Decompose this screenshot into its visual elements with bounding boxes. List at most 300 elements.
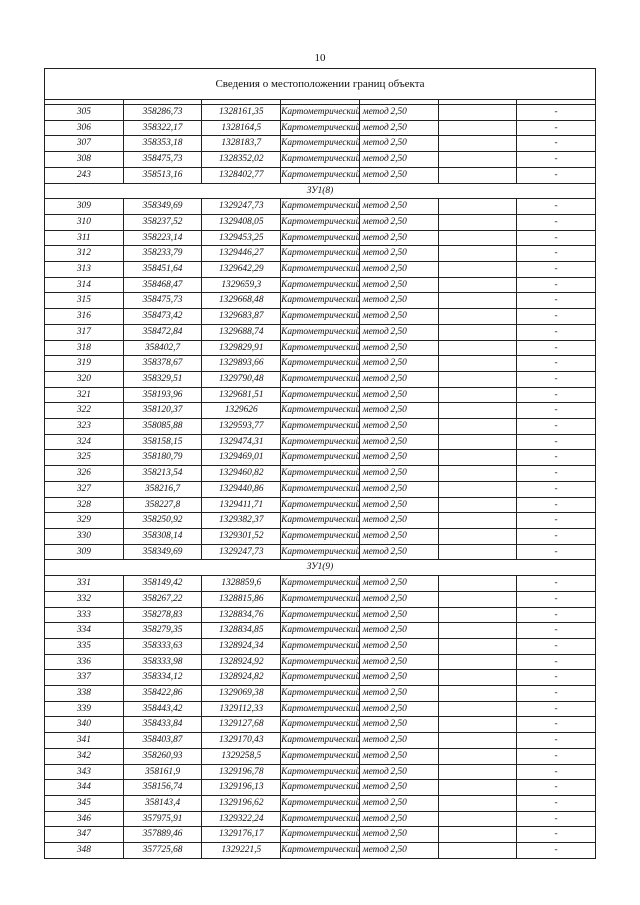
coordinate-x-cell: 358472,84 xyxy=(123,324,202,340)
table-row xyxy=(45,686,596,702)
point-number-cell: 324 xyxy=(45,434,124,450)
section-label: ЗУ1(8) xyxy=(45,183,596,199)
coordinate-y-cell: 1329408,05 xyxy=(202,214,281,230)
empty-cell xyxy=(438,324,517,340)
coordinate-x-cell: 358085,88 xyxy=(123,419,202,435)
method-cell: Картометрический метод xyxy=(281,497,360,513)
method-cell: Картометрический метод xyxy=(281,780,360,796)
point-number-cell: 328 xyxy=(45,497,124,513)
accuracy-cell: 2,50 xyxy=(359,262,438,278)
accuracy-cell: 2,50 xyxy=(359,513,438,529)
empty-cell xyxy=(438,528,517,544)
coordinate-y-cell: 1329301,52 xyxy=(202,528,281,544)
empty-cell xyxy=(438,136,517,152)
table-row xyxy=(45,167,596,183)
description-cell: - xyxy=(517,246,596,262)
method-cell: Картометрический метод xyxy=(281,481,360,497)
table-row xyxy=(45,780,596,796)
description-cell: - xyxy=(517,199,596,215)
empty-cell xyxy=(438,827,517,843)
empty-cell xyxy=(438,403,517,419)
description-cell: - xyxy=(517,152,596,168)
method-cell: Картометрический метод xyxy=(281,293,360,309)
point-number-cell: 309 xyxy=(45,199,124,215)
table-body xyxy=(45,69,596,859)
section-header-row xyxy=(45,183,596,199)
coordinate-y-cell: 1328834,85 xyxy=(202,623,281,639)
method-cell: Картометрический метод xyxy=(281,419,360,435)
method-cell: Картометрический метод xyxy=(281,717,360,733)
table-row xyxy=(45,481,596,497)
description-cell: - xyxy=(517,371,596,387)
coordinate-y-cell: 1328815,86 xyxy=(202,591,281,607)
method-cell: Картометрический метод xyxy=(281,230,360,246)
coordinate-y-cell: 1329112,33 xyxy=(202,701,281,717)
point-number-cell: 320 xyxy=(45,371,124,387)
empty-cell xyxy=(438,230,517,246)
table-row xyxy=(45,434,596,450)
description-cell: - xyxy=(517,670,596,686)
point-number-cell: 314 xyxy=(45,277,124,293)
method-cell: Картометрический метод xyxy=(281,654,360,670)
method-cell: Картометрический метод xyxy=(281,450,360,466)
accuracy-cell: 2,50 xyxy=(359,811,438,827)
accuracy-cell: 2,50 xyxy=(359,623,438,639)
accuracy-cell: 2,50 xyxy=(359,387,438,403)
description-cell: - xyxy=(517,795,596,811)
empty-cell xyxy=(438,811,517,827)
accuracy-cell: 2,50 xyxy=(359,607,438,623)
coordinate-y-cell: 1329659,3 xyxy=(202,277,281,293)
empty-cell xyxy=(438,199,517,215)
coordinate-x-cell: 358334,12 xyxy=(123,670,202,686)
empty-cell xyxy=(438,466,517,482)
coordinate-y-cell: 1329668,48 xyxy=(202,293,281,309)
coordinate-y-cell: 1328352,02 xyxy=(202,152,281,168)
method-cell: Картометрический метод xyxy=(281,686,360,702)
point-number-cell: 308 xyxy=(45,152,124,168)
coordinate-x-cell: 358443,42 xyxy=(123,701,202,717)
table-row xyxy=(45,214,596,230)
point-number-cell: 334 xyxy=(45,623,124,639)
coordinate-x-cell: 358329,51 xyxy=(123,371,202,387)
table-row xyxy=(45,623,596,639)
table-row xyxy=(45,827,596,843)
description-cell: - xyxy=(517,811,596,827)
coordinate-y-cell: 1329683,87 xyxy=(202,309,281,325)
coordinate-y-cell: 1328834,76 xyxy=(202,607,281,623)
description-cell: - xyxy=(517,419,596,435)
coordinate-y-cell: 1328924,82 xyxy=(202,670,281,686)
empty-cell xyxy=(438,262,517,278)
boundary-table-container xyxy=(44,68,596,859)
accuracy-cell: 2,50 xyxy=(359,576,438,592)
coordinate-y-cell: 1329382,37 xyxy=(202,513,281,529)
accuracy-cell: 2,50 xyxy=(359,246,438,262)
coordinate-y-cell: 1329453,25 xyxy=(202,230,281,246)
point-number-cell: 347 xyxy=(45,827,124,843)
table-row xyxy=(45,733,596,749)
coordinate-x-cell: 358422,86 xyxy=(123,686,202,702)
coordinate-x-cell: 358161,9 xyxy=(123,764,202,780)
coordinate-y-cell: 1329247,73 xyxy=(202,544,281,560)
accuracy-cell: 2,50 xyxy=(359,199,438,215)
accuracy-cell: 2,50 xyxy=(359,167,438,183)
method-cell: Картометрический метод xyxy=(281,309,360,325)
table-title: Сведения о местоположении границ объекта xyxy=(45,69,596,100)
point-number-cell: 340 xyxy=(45,717,124,733)
empty-cell xyxy=(438,717,517,733)
coordinate-x-cell: 358279,35 xyxy=(123,623,202,639)
description-cell: - xyxy=(517,497,596,513)
table-row xyxy=(45,528,596,544)
method-cell: Картометрический метод xyxy=(281,733,360,749)
description-cell: - xyxy=(517,528,596,544)
description-cell: - xyxy=(517,780,596,796)
accuracy-cell: 2,50 xyxy=(359,419,438,435)
empty-cell xyxy=(438,481,517,497)
coordinate-y-cell: 1329593,77 xyxy=(202,419,281,435)
method-cell: Картометрический метод xyxy=(281,466,360,482)
coordinate-x-cell: 358322,17 xyxy=(123,120,202,136)
coordinate-x-cell: 357889,46 xyxy=(123,827,202,843)
coordinate-y-cell: 1329196,62 xyxy=(202,795,281,811)
table-row xyxy=(45,811,596,827)
point-number-cell: 338 xyxy=(45,686,124,702)
empty-cell xyxy=(438,309,517,325)
description-cell: - xyxy=(517,686,596,702)
empty-cell xyxy=(438,277,517,293)
method-cell: Картометрический метод xyxy=(281,827,360,843)
method-cell: Картометрический метод xyxy=(281,843,360,859)
coordinate-x-cell: 358156,74 xyxy=(123,780,202,796)
point-number-cell: 326 xyxy=(45,466,124,482)
description-cell: - xyxy=(517,277,596,293)
point-number-cell: 341 xyxy=(45,733,124,749)
method-cell: Картометрический метод xyxy=(281,403,360,419)
description-cell: - xyxy=(517,843,596,859)
method-cell: Картометрический метод xyxy=(281,120,360,136)
table-row xyxy=(45,450,596,466)
empty-cell xyxy=(438,780,517,796)
coordinate-y-cell: 1329681,51 xyxy=(202,387,281,403)
accuracy-cell: 2,50 xyxy=(359,497,438,513)
coordinate-x-cell: 358475,73 xyxy=(123,293,202,309)
coordinate-y-cell: 1328164,5 xyxy=(202,120,281,136)
point-number-cell: 325 xyxy=(45,450,124,466)
empty-cell xyxy=(438,419,517,435)
accuracy-cell: 2,50 xyxy=(359,795,438,811)
coordinate-x-cell: 358403,87 xyxy=(123,733,202,749)
empty-cell xyxy=(438,544,517,560)
coordinate-y-cell: 1328924,34 xyxy=(202,638,281,654)
empty-cell xyxy=(438,450,517,466)
table-row xyxy=(45,466,596,482)
coordinate-x-cell: 358333,98 xyxy=(123,654,202,670)
description-cell: - xyxy=(517,387,596,403)
table-row xyxy=(45,152,596,168)
empty-cell xyxy=(438,246,517,262)
table-row xyxy=(45,497,596,513)
empty-cell xyxy=(438,607,517,623)
accuracy-cell: 2,50 xyxy=(359,152,438,168)
empty-cell xyxy=(438,340,517,356)
description-cell: - xyxy=(517,356,596,372)
method-cell: Картометрический метод xyxy=(281,607,360,623)
empty-cell xyxy=(438,733,517,749)
accuracy-cell: 2,50 xyxy=(359,230,438,246)
accuracy-cell: 2,50 xyxy=(359,136,438,152)
description-cell: - xyxy=(517,513,596,529)
empty-cell xyxy=(438,638,517,654)
accuracy-cell: 2,50 xyxy=(359,403,438,419)
coordinate-y-cell: 1329790,48 xyxy=(202,371,281,387)
accuracy-cell: 2,50 xyxy=(359,701,438,717)
coordinate-y-cell: 1329221,5 xyxy=(202,843,281,859)
accuracy-cell: 2,50 xyxy=(359,340,438,356)
description-cell: - xyxy=(517,403,596,419)
coordinate-y-cell: 1328402,77 xyxy=(202,167,281,183)
coordinate-x-cell: 358378,67 xyxy=(123,356,202,372)
method-cell: Картометрический метод xyxy=(281,670,360,686)
table-row xyxy=(45,340,596,356)
empty-cell xyxy=(438,623,517,639)
coordinate-y-cell: 1329258,5 xyxy=(202,748,281,764)
table-row xyxy=(45,591,596,607)
description-cell: - xyxy=(517,654,596,670)
coordinate-x-cell: 358158,15 xyxy=(123,434,202,450)
coordinate-y-cell: 1329688,74 xyxy=(202,324,281,340)
coordinate-y-cell: 1329469,01 xyxy=(202,450,281,466)
description-cell: - xyxy=(517,450,596,466)
point-number-cell: 344 xyxy=(45,780,124,796)
table-row xyxy=(45,795,596,811)
method-cell: Картометрический метод xyxy=(281,513,360,529)
coordinate-x-cell: 358267,22 xyxy=(123,591,202,607)
method-cell: Картометрический метод xyxy=(281,387,360,403)
accuracy-cell: 2,50 xyxy=(359,544,438,560)
table-row xyxy=(45,654,596,670)
coordinate-x-cell: 358513,16 xyxy=(123,167,202,183)
point-number-cell: 311 xyxy=(45,230,124,246)
method-cell: Картометрический метод xyxy=(281,277,360,293)
method-cell: Картометрический метод xyxy=(281,811,360,827)
accuracy-cell: 2,50 xyxy=(359,670,438,686)
accuracy-cell: 2,50 xyxy=(359,638,438,654)
coordinate-x-cell: 358213,54 xyxy=(123,466,202,482)
method-cell: Картометрический метод xyxy=(281,544,360,560)
table-row xyxy=(45,230,596,246)
accuracy-cell: 2,50 xyxy=(359,591,438,607)
empty-cell xyxy=(438,701,517,717)
method-cell: Картометрический метод xyxy=(281,434,360,450)
empty-cell xyxy=(438,497,517,513)
description-cell: - xyxy=(517,466,596,482)
coordinate-y-cell: 1329411,71 xyxy=(202,497,281,513)
coordinate-y-cell: 1329196,13 xyxy=(202,780,281,796)
coordinate-y-cell: 1329642,29 xyxy=(202,262,281,278)
accuracy-cell: 2,50 xyxy=(359,466,438,482)
table-row xyxy=(45,544,596,560)
table-row xyxy=(45,843,596,859)
method-cell: Картометрический метод xyxy=(281,246,360,262)
accuracy-cell: 2,50 xyxy=(359,324,438,340)
empty-cell xyxy=(438,167,517,183)
method-cell: Картометрический метод xyxy=(281,340,360,356)
table-row xyxy=(45,576,596,592)
accuracy-cell: 2,50 xyxy=(359,748,438,764)
description-cell: - xyxy=(517,293,596,309)
point-number-cell: 312 xyxy=(45,246,124,262)
description-cell: - xyxy=(517,591,596,607)
accuracy-cell: 2,50 xyxy=(359,371,438,387)
coordinate-x-cell: 358278,83 xyxy=(123,607,202,623)
table-row xyxy=(45,105,596,121)
method-cell: Картометрический метод xyxy=(281,748,360,764)
point-number-cell: 336 xyxy=(45,654,124,670)
method-cell: Картометрический метод xyxy=(281,591,360,607)
point-number-cell: 321 xyxy=(45,387,124,403)
coordinate-x-cell: 358349,69 xyxy=(123,544,202,560)
accuracy-cell: 2,50 xyxy=(359,105,438,121)
accuracy-cell: 2,50 xyxy=(359,293,438,309)
point-number-cell: 313 xyxy=(45,262,124,278)
boundary-coordinates-table xyxy=(44,68,596,859)
table-row xyxy=(45,387,596,403)
method-cell: Картометрический метод xyxy=(281,371,360,387)
coordinate-y-cell: 1329460,82 xyxy=(202,466,281,482)
table-row xyxy=(45,293,596,309)
table-row xyxy=(45,246,596,262)
table-row xyxy=(45,309,596,325)
coordinate-y-cell: 1329247,73 xyxy=(202,199,281,215)
description-cell: - xyxy=(517,827,596,843)
point-number-cell: 315 xyxy=(45,293,124,309)
table-row xyxy=(45,403,596,419)
description-cell: - xyxy=(517,214,596,230)
empty-cell xyxy=(438,214,517,230)
description-cell: - xyxy=(517,701,596,717)
empty-cell xyxy=(438,654,517,670)
description-cell: - xyxy=(517,638,596,654)
method-cell: Картометрический метод xyxy=(281,623,360,639)
coordinate-x-cell: 358433,84 xyxy=(123,717,202,733)
table-row xyxy=(45,670,596,686)
empty-cell xyxy=(438,795,517,811)
coordinate-y-cell: 1329322,24 xyxy=(202,811,281,827)
table-row xyxy=(45,717,596,733)
coordinate-y-cell: 1328183,7 xyxy=(202,136,281,152)
point-number-cell: 305 xyxy=(45,105,124,121)
accuracy-cell: 2,50 xyxy=(359,733,438,749)
point-number-cell: 342 xyxy=(45,748,124,764)
description-cell: - xyxy=(517,262,596,278)
description-cell: - xyxy=(517,434,596,450)
method-cell: Картометрический метод xyxy=(281,167,360,183)
coordinate-y-cell: 1329127,68 xyxy=(202,717,281,733)
description-cell: - xyxy=(517,309,596,325)
point-number-cell: 330 xyxy=(45,528,124,544)
empty-cell xyxy=(438,152,517,168)
description-cell: - xyxy=(517,167,596,183)
point-number-cell: 319 xyxy=(45,356,124,372)
empty-cell xyxy=(438,764,517,780)
point-number-cell: 323 xyxy=(45,419,124,435)
empty-cell xyxy=(438,670,517,686)
method-cell: Картометрический метод xyxy=(281,576,360,592)
table-row xyxy=(45,701,596,717)
accuracy-cell: 2,50 xyxy=(359,481,438,497)
coordinate-x-cell: 358402,7 xyxy=(123,340,202,356)
point-number-cell: 316 xyxy=(45,309,124,325)
point-number-cell: 243 xyxy=(45,167,124,183)
description-cell: - xyxy=(517,481,596,497)
description-cell: - xyxy=(517,324,596,340)
description-cell: - xyxy=(517,576,596,592)
coordinate-y-cell: 1329069,38 xyxy=(202,686,281,702)
description-cell: - xyxy=(517,136,596,152)
description-cell: - xyxy=(517,764,596,780)
description-cell: - xyxy=(517,623,596,639)
point-number-cell: 332 xyxy=(45,591,124,607)
accuracy-cell: 2,50 xyxy=(359,827,438,843)
point-number-cell: 317 xyxy=(45,324,124,340)
description-cell: - xyxy=(517,230,596,246)
description-cell: - xyxy=(517,340,596,356)
point-number-cell: 331 xyxy=(45,576,124,592)
empty-cell xyxy=(438,748,517,764)
point-number-cell: 309 xyxy=(45,544,124,560)
coordinate-x-cell: 358353,18 xyxy=(123,136,202,152)
accuracy-cell: 2,50 xyxy=(359,654,438,670)
method-cell: Картометрический метод xyxy=(281,764,360,780)
table-row xyxy=(45,638,596,654)
accuracy-cell: 2,50 xyxy=(359,356,438,372)
section-label: ЗУ1(9) xyxy=(45,560,596,576)
coordinate-y-cell: 1328161,35 xyxy=(202,105,281,121)
table-title-row xyxy=(45,69,596,100)
coordinate-x-cell: 358308,14 xyxy=(123,528,202,544)
point-number-cell: 306 xyxy=(45,120,124,136)
point-number-cell: 310 xyxy=(45,214,124,230)
point-number-cell: 318 xyxy=(45,340,124,356)
point-number-cell: 348 xyxy=(45,843,124,859)
description-cell: - xyxy=(517,717,596,733)
empty-cell xyxy=(438,120,517,136)
coordinate-x-cell: 358216,7 xyxy=(123,481,202,497)
coordinate-y-cell: 1329170,43 xyxy=(202,733,281,749)
method-cell: Картометрический метод xyxy=(281,324,360,340)
point-number-cell: 335 xyxy=(45,638,124,654)
coordinate-x-cell: 357725,68 xyxy=(123,843,202,859)
accuracy-cell: 2,50 xyxy=(359,309,438,325)
empty-cell xyxy=(438,513,517,529)
coordinate-y-cell: 1329829,91 xyxy=(202,340,281,356)
empty-cell xyxy=(438,576,517,592)
method-cell: Картометрический метод xyxy=(281,528,360,544)
empty-cell xyxy=(438,434,517,450)
description-cell: - xyxy=(517,748,596,764)
table-row xyxy=(45,764,596,780)
accuracy-cell: 2,50 xyxy=(359,780,438,796)
accuracy-cell: 2,50 xyxy=(359,528,438,544)
table-row xyxy=(45,371,596,387)
method-cell: Картометрический метод xyxy=(281,136,360,152)
description-cell: - xyxy=(517,105,596,121)
coordinate-x-cell: 358468,47 xyxy=(123,277,202,293)
coordinate-x-cell: 358286,73 xyxy=(123,105,202,121)
coordinate-x-cell: 358227,8 xyxy=(123,497,202,513)
